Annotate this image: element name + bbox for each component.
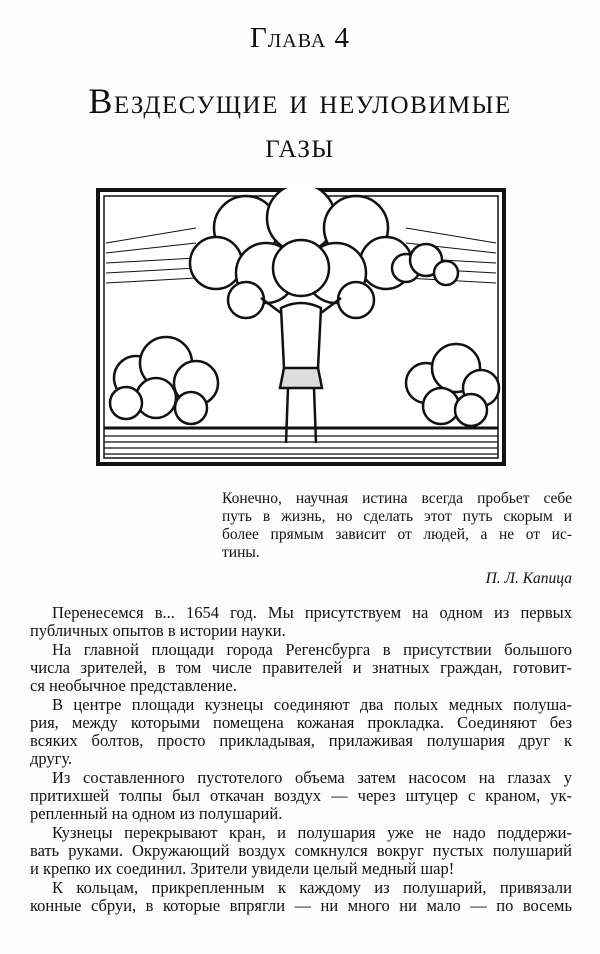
body-line: репленный на одном из полушарий.: [30, 804, 283, 823]
body-line: К кольцам, прикрепленным к каждому из полушарий, привязали: [52, 878, 572, 897]
epigraph-line: тины.: [222, 544, 260, 561]
body-line: конные сбруи, в которые впрягли — ни много ни мало — по восемь: [30, 896, 572, 915]
body-line: публичных опытов в истории науки.: [30, 621, 286, 640]
epigraph-author: П. Л. Капица: [485, 570, 572, 587]
chapter-title-line-1: Вездесущие и неуловимые: [88, 81, 512, 121]
body-line: Перенесемся в... 1654 год. Мы присутствуем на одном из первых: [52, 603, 572, 622]
epigraph-line: путь в жизнь, но сделать этот путь скорым и: [222, 508, 572, 525]
chapter-label: Глава 4: [249, 22, 351, 54]
body-line: и крепко их соединил. Зрители увидели целый медный шар!: [30, 859, 455, 878]
body-line: Из составленного пустотелого объема затем насосом на глазах у: [52, 768, 572, 787]
body-line: рия, между которыми помещена кожаная прокладка. Соединяют без: [30, 713, 572, 732]
epigraph-line: Конечно, научная истина всегда пробьет себе: [222, 490, 572, 507]
woodcut-illustration: [96, 188, 506, 466]
body-line: Кузнецы перекрывают кран, и полушария уже не надо поддержи-: [52, 823, 572, 842]
chapter-title-line-2: газы: [265, 125, 335, 165]
body-line: ся необычное представление.: [30, 676, 237, 695]
body-line: вать руками. Окружающий воздух сомкнулся вокруг пустых полушарий: [30, 841, 572, 860]
body-line: всяких болтов, просто прикладывая, прилаживая полушария друг к: [30, 731, 572, 750]
body-line: В центре площади кузнецы соединяют два полых медных полуша-: [52, 695, 572, 714]
body-line: другу.: [30, 749, 73, 768]
body-line: притихшей толпы был откачан воздух — через штуцер с краном, ук-: [30, 786, 572, 805]
epigraph-line: более прямым зависит от людей, а не от ис-: [222, 526, 572, 543]
body-line: На главной площади города Регенсбурга в присутствии большого: [52, 640, 572, 659]
body-line: числа зрителей, в том числе правителей и знатных граждан, готовит-: [30, 658, 572, 677]
